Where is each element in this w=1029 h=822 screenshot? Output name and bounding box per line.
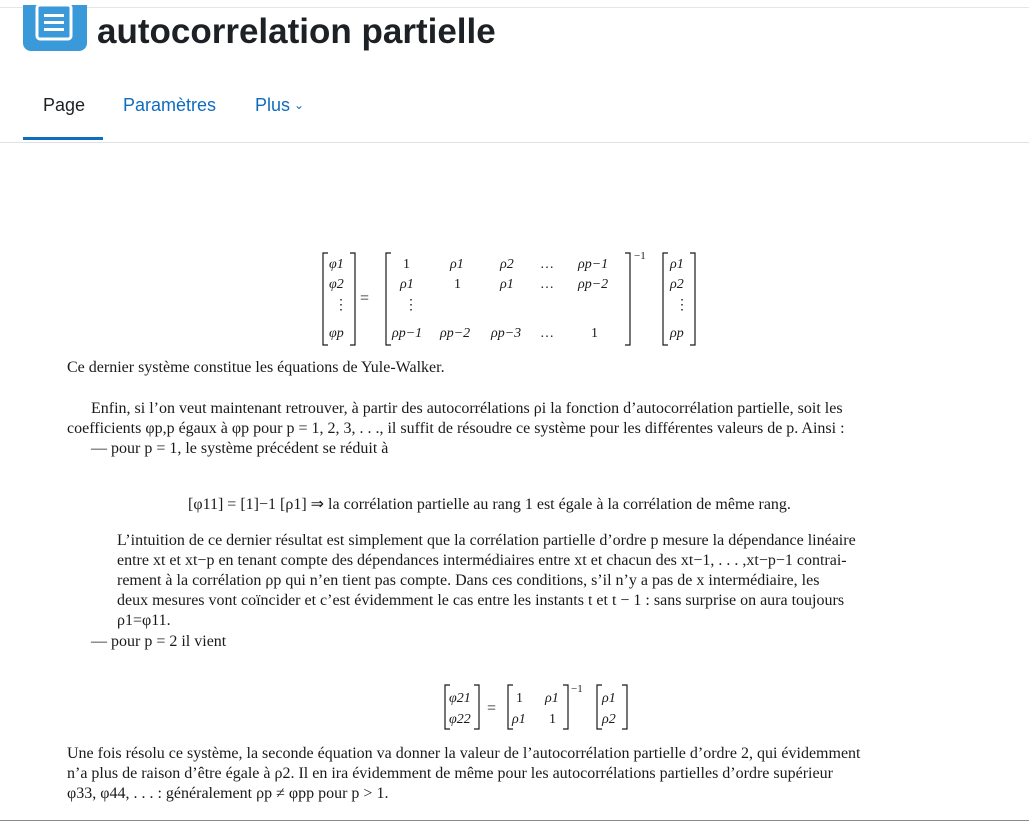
m-r2c2: 1 (454, 277, 461, 292)
lhs-entry-2: φ2 (329, 277, 344, 292)
paragraph-resolu-line-3: φ33, φ44, . . . : généralement ρp ≠ φpp pour p > 1. (67, 785, 389, 802)
tab-plus[interactable] (255, 76, 304, 140)
top-divider (0, 7, 1029, 8)
m-r4c4: … (540, 326, 554, 341)
m-r4c3: ρp−3 (491, 326, 522, 341)
paragraph-intuition-line-1: L’intuition de ce dernier résultat est simplement que la corrélation partielle d’ordre p mesure la dépendance linéaire (117, 532, 856, 549)
bullet-p1: — pour p = 1, le système précédent se réduit à (91, 440, 389, 457)
paragraph-intuition-line-3: rement à la corrélation ρp qui n’en tient pas compte. Dans ces conditions, s’il n’y a pas de x intermédiaire, les (117, 572, 820, 589)
m-r1c2: ρ1 (450, 257, 464, 272)
m2-r2c1: ρ1 (512, 712, 526, 727)
m2-r2c2: 1 (549, 712, 556, 727)
rhs2-entry-1: ρ1 (602, 691, 616, 706)
tab-plus-label: Plus (255, 95, 291, 115)
rhs-entry-2: ρ2 (670, 277, 684, 292)
m2-r1c2: ρ1 (545, 691, 559, 706)
paragraph-resolu-line-2: n’a plus de raison d’être égale à ρ2. Il en ira évidemment de même pour les autocorrélations partielles d’ordre supérieur (67, 765, 833, 782)
m-r1c5: ρp−1 (578, 257, 609, 272)
paragraph-enfin-line-1: Enfin, si l’on veut maintenant retrouver, à partir des autocorrélations ρi la fonction d’autocorrélation partielle, soit les (91, 400, 843, 417)
paragraph-intuition-line-2: entre xt et xt−p en tenant compte des dépendances intermédiaires entre xt et chacun des xt−1, . . . ,xt−p−1 contrai- (117, 552, 847, 569)
m-r2c4: … (540, 277, 554, 292)
inverse-exponent-2: −1 (571, 683, 583, 695)
inverse-exponent: −1 (634, 251, 646, 262)
m-r4c2: ρp−2 (440, 326, 471, 341)
m-r1c4: … (540, 257, 554, 272)
m-r4c5: 1 (591, 326, 598, 341)
lhs2-entry-2: φ22 (449, 712, 471, 727)
chevron-down-icon: ⌄ (294, 98, 305, 112)
page-document-icon (23, 5, 87, 51)
equals-sign-2: = (487, 700, 497, 717)
rhs-entry-1: ρ1 (670, 257, 684, 272)
lhs-entry-3: ⋮ (334, 298, 348, 313)
rhs-entry-3: ⋮ (675, 298, 689, 313)
page-title: autocorrelation partielle (97, 12, 496, 51)
paragraph-intuition-line-5: ρ1=φ11. (117, 612, 171, 629)
bullet-p2: — pour p = 2 il vient (91, 633, 227, 650)
lhs-entry-1: φ1 (329, 257, 344, 272)
document-content (0, 143, 1029, 822)
equation-rank-1: [φ11] = [1]−1 [ρ1] ⇒ la corrélation partielle au rang 1 est égale à la corrélation de même rang. (188, 496, 791, 513)
m-r4c1: ρp−1 (392, 326, 423, 341)
yule-walker-matrix-equation (320, 251, 700, 347)
m-r2c1: ρ1 (400, 277, 414, 292)
equals-sign: = (360, 290, 370, 307)
tab-parametres[interactable]: Paramètres (123, 95, 217, 115)
tab-page[interactable]: Page (23, 76, 103, 140)
lhs-entry-4: φp (329, 326, 344, 341)
rhs2-entry-2: ρ2 (602, 712, 616, 727)
paragraph-enfin-line-2: coefficients φp,p égaux à φp pour p = 1, 2, 3, . . ., il suffit de résoudre ce système pour les différentes valeurs de p. Ainsi : (67, 420, 845, 437)
rhs-entry-4: ρp (670, 326, 684, 341)
bottom-divider (0, 820, 1029, 821)
m-r1c1: 1 (403, 257, 410, 272)
p2-matrix-equation (443, 683, 633, 733)
m-r2c3: ρ1 (500, 277, 514, 292)
m-r3c1: ⋮ (404, 298, 418, 313)
m2-r1c1: 1 (516, 691, 523, 706)
m-r2c5: ρp−2 (578, 277, 609, 292)
paragraph-yule-walker: Ce dernier système constitue les équations de Yule-Walker. (67, 359, 445, 376)
lhs2-entry-1: φ21 (449, 691, 471, 706)
tab-bar (0, 76, 1029, 143)
paragraph-resolu-line-1: Une fois résolu ce système, la seconde équation va donner la valeur de l’autocorrélation partielle d’ordre 2, qui évidemment (67, 745, 861, 762)
m-r1c3: ρ2 (500, 257, 514, 272)
paragraph-intuition-line-4: deux mesures vont coïncider et c’est évidemment le cas entre les instants t et t − 1 : sans surprise on aura toujours (117, 592, 845, 609)
